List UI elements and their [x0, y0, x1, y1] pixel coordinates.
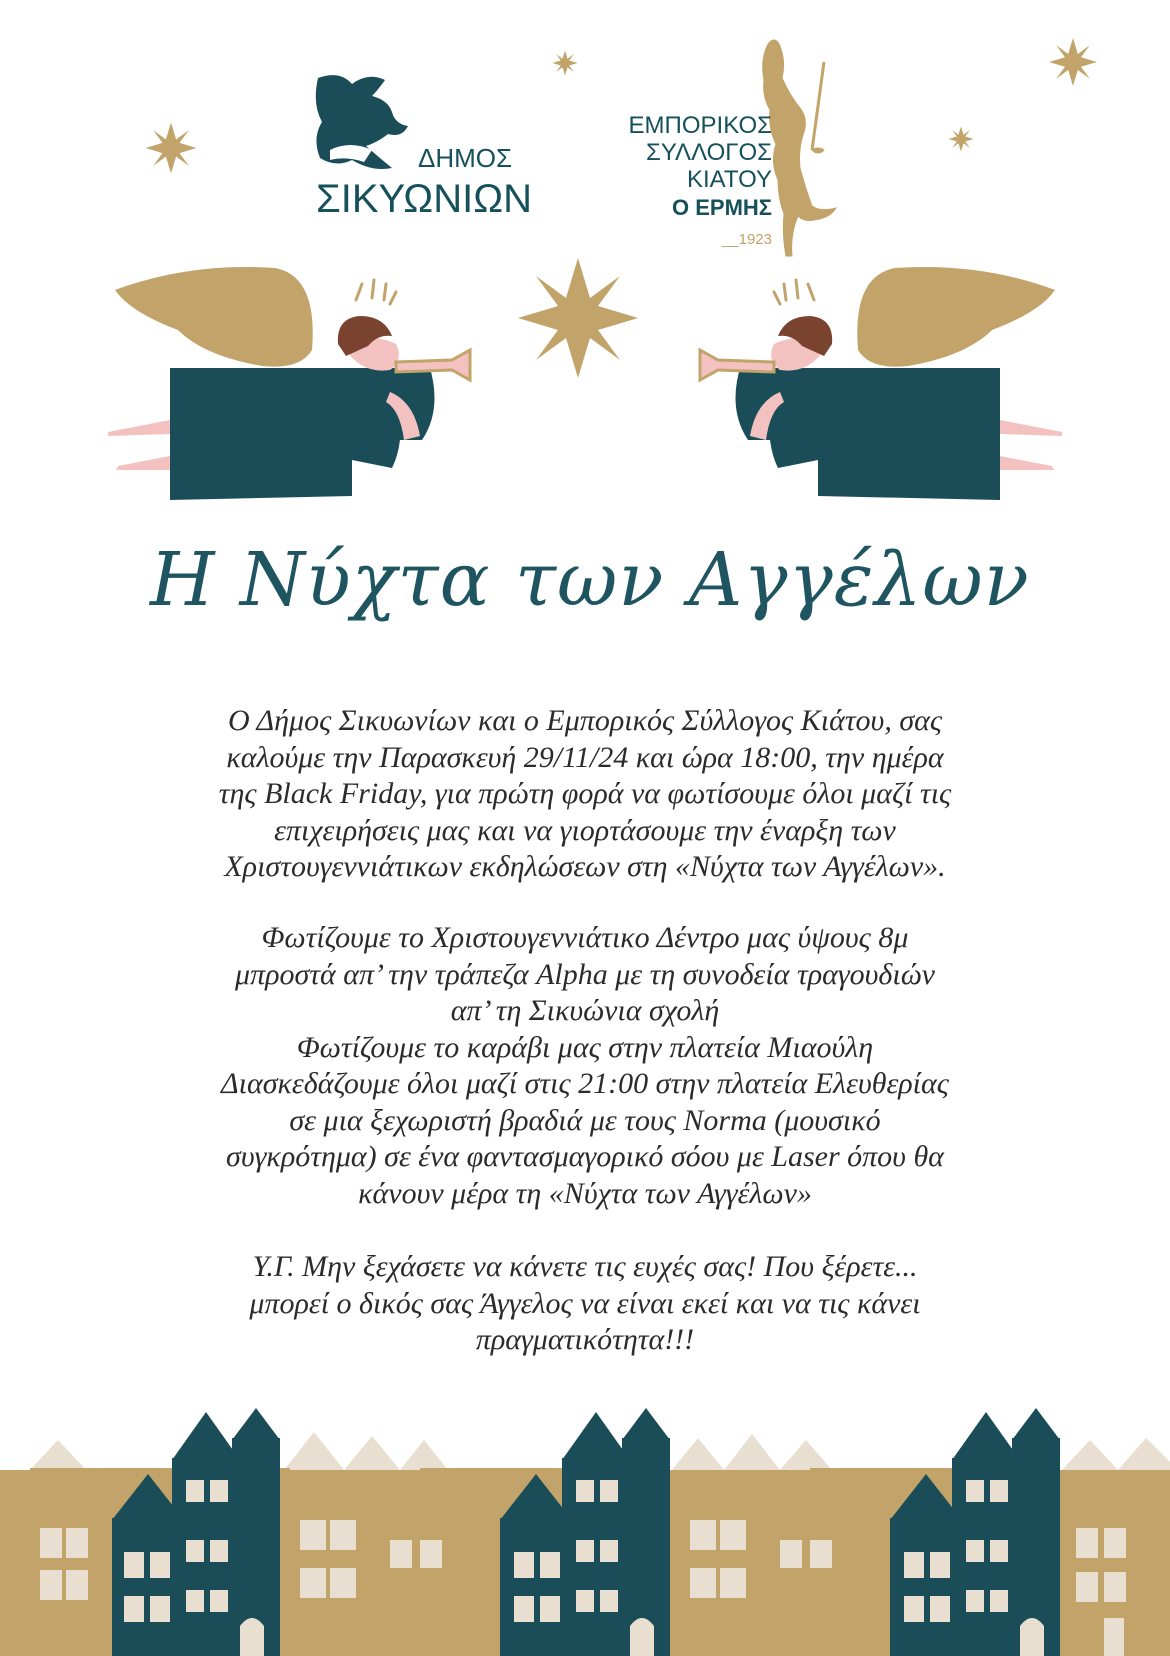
- star-icon: [518, 258, 638, 378]
- association-name-line1: ΕΜΠΟΡΙΚΟΣ: [628, 112, 772, 139]
- paragraph-line: της Black Friday, για πρώτη φορά να φωτίσουμε όλοι μαζί τις: [218, 777, 952, 810]
- angel-trumpet-icon: [700, 267, 1062, 500]
- star-icon: [552, 50, 577, 75]
- association-name-line4: Ο ΕΡΜΗΣ: [672, 195, 772, 220]
- postscript-paragraph: [110, 1249, 1060, 1359]
- star-icon: [146, 123, 197, 174]
- event-title: Η Νύχτα των Αγγέλων: [150, 537, 1030, 623]
- star-icon: [948, 126, 973, 151]
- hermes-statue-icon: [763, 40, 836, 256]
- paragraph-line: απ’ τη Σικυώνια σχολή: [450, 994, 720, 1027]
- paragraph-line: σε μια ξεχωριστή βραδιά με τους Norma (μουσικό: [289, 1103, 881, 1137]
- paragraph-line: Χριστουγεννιάτικων εκδηλώσεων στη «Νύχτα των Αγγέλων».: [224, 850, 946, 883]
- paragraph-line: μπορεί ο δικός σας Άγγελος να είναι εκεί και να τις κάνει: [249, 1286, 921, 1320]
- program-paragraph: [110, 920, 1060, 1212]
- association-name-line2: ΣΥΛΛΟΓΟΣ: [645, 139, 772, 166]
- municipality-name-line2: ΣΙΚΥΩΝΙΩΝ: [316, 177, 532, 221]
- paragraph-line: Ο Δήμος Σικυωνίων και ο Εμπορικός Σύλλογος Κιάτου, σας: [227, 704, 943, 737]
- houses-skyline-icon: [0, 1408, 1170, 1656]
- griffin-logo-icon: [316, 75, 408, 169]
- association-year: __1923: [721, 231, 772, 248]
- paragraph-line: συγκρότημα) σε ένα φαντασμαγορικό σόου με Laser όπου θα: [226, 1140, 944, 1173]
- invitation-paragraph: [110, 703, 1060, 886]
- angel-trumpet-icon: [108, 267, 470, 500]
- paragraph-line: επιχειρήσεις μας και να γιορτάσουμε την έναρξη των: [274, 813, 896, 847]
- paragraph-line: Υ.Γ. Μην ξεχάσετε να κάνετε τις ευχές σας! Που ξέρετε...: [252, 1250, 918, 1283]
- paragraph-line: Διασκεδάζουμε όλοι μαζί στις 21:00 στην πλατεία Ελευθερίας: [221, 1067, 949, 1100]
- paragraph-line: Φωτίζουμε το Χριστουγεννιάτικο Δέντρο μας ύψους 8μ: [261, 921, 909, 954]
- paragraph-line: μπροστά απ’ την τράπεζα Alpha με τη συνοδεία τραγουδιών: [235, 957, 935, 991]
- star-icon: [1049, 38, 1097, 86]
- paragraph-line: κάνουν μέρα τη «Νύχτα των Αγγέλων»: [358, 1176, 812, 1210]
- municipality-name-line1: ΔΗΜΟΣ: [418, 143, 513, 173]
- paragraph-line: Φωτίζουμε το καράβι μας στην πλατεία Μιαούλη: [296, 1030, 874, 1064]
- paragraph-line: πραγματικότητα!!!: [475, 1323, 695, 1356]
- association-name-line3: ΚΙΑΤΟΥ: [686, 166, 772, 193]
- paragraph-line: καλούμε την Παρασκευή 29/11/24 και ώρα 18:00, την ημέρα: [226, 740, 944, 774]
